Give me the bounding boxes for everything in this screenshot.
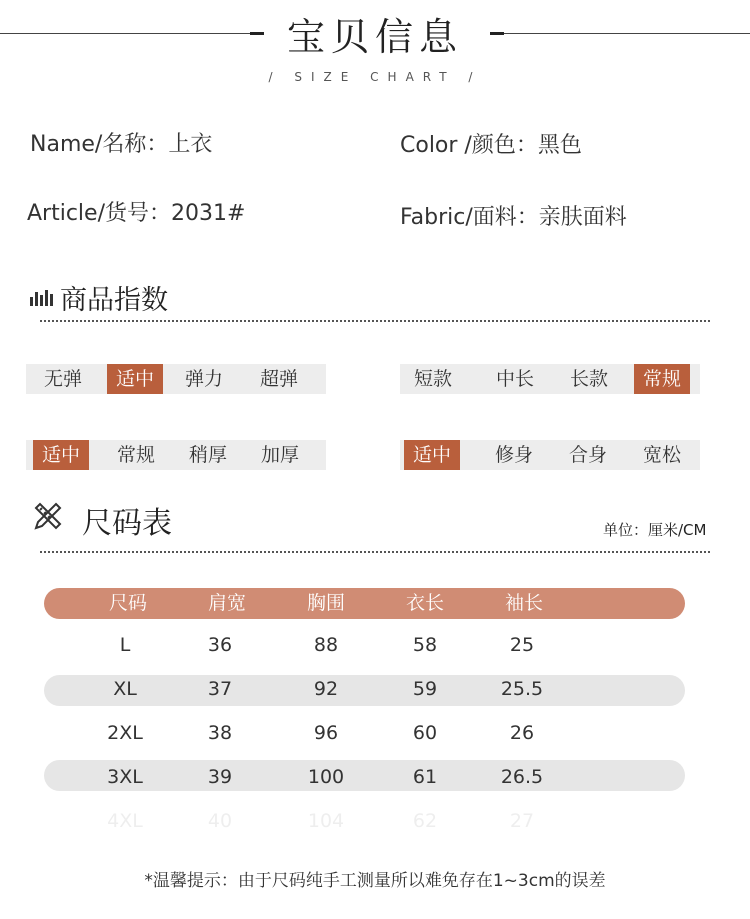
size-section-title: 尺码表 (82, 506, 172, 541)
info-name (30, 127, 212, 158)
option: 常规 (116, 444, 155, 466)
option-group-length (400, 364, 700, 394)
option: 宽松 (642, 444, 681, 466)
table-cell-faded: 62 (412, 810, 438, 832)
option: 加厚 (260, 444, 299, 466)
table-cell-faded: 40 (207, 810, 233, 832)
table-cell: 100 (307, 766, 345, 788)
fabric-value: 亲肤面料 (538, 205, 627, 230)
name-value: 上衣 (168, 132, 213, 157)
option: 短款 (413, 368, 452, 390)
header-cell-size: 尺码 (108, 592, 147, 614)
option-selected: 适中 (33, 440, 89, 470)
info-color (400, 128, 582, 159)
table-cell: 3XL (107, 766, 143, 788)
ruler-pencil-icon (32, 500, 64, 532)
table-cell: 88 (313, 634, 339, 656)
bar-chart-icon (30, 290, 53, 306)
color-value: 黑色 (537, 133, 582, 158)
measurement-note: *温馨提示：由于尺码纯手工测量所以难免存在1~3cm的误差 (144, 871, 606, 891)
table-cell: XL (113, 678, 137, 700)
article-label: Article/货号： (27, 201, 171, 226)
option: 超弹 (259, 368, 298, 390)
option: 无弹 (43, 368, 82, 390)
header-cell-chest: 胸围 (306, 592, 345, 614)
table-cell: 61 (412, 766, 438, 788)
option-selected: 适中 (404, 440, 460, 470)
option: 修身 (494, 444, 533, 466)
table-cell: L (119, 634, 131, 656)
fabric-label: Fabric/面料： (400, 205, 539, 230)
table-cell: 36 (207, 634, 233, 656)
index-section-title: 商品指数 (60, 285, 168, 316)
option: 合身 (568, 444, 607, 466)
option-group-elasticity (26, 364, 326, 394)
table-cell-faded: 104 (307, 810, 345, 832)
option-selected: 适中 (107, 364, 163, 394)
option: 弹力 (184, 368, 223, 390)
article-value: 2031# (171, 201, 246, 226)
option-selected: 常规 (634, 364, 690, 394)
option-group-thickness (26, 440, 326, 470)
header-cell-sleeve: 袖长 (504, 592, 543, 614)
table-cell: 39 (207, 766, 233, 788)
table-cell-faded: 4XL (107, 810, 143, 832)
option: 中长 (495, 368, 534, 390)
table-cell: 38 (207, 722, 233, 744)
info-fabric (400, 200, 627, 231)
option-group-fit (400, 440, 700, 470)
header-cell-shoulder: 肩宽 (207, 592, 246, 614)
table-cell: 58 (412, 634, 438, 656)
option: 稍厚 (188, 444, 227, 466)
table-cell: 2XL (107, 722, 143, 744)
table-cell: 92 (313, 678, 339, 700)
page-subtitle: / SIZE CHART / (268, 70, 482, 84)
index-divider (40, 320, 710, 322)
info-article (27, 196, 245, 227)
table-cell: 26 (509, 722, 535, 744)
table-cell: 26.5 (500, 766, 544, 788)
header-cell-length: 衣长 (405, 592, 444, 614)
name-label: Name/名称： (30, 132, 169, 157)
table-cell: 37 (207, 678, 233, 700)
table-cell: 25 (509, 634, 535, 656)
page-title: 宝贝信息 (286, 15, 463, 59)
table-cell: 96 (313, 722, 339, 744)
color-label: Color /颜色： (400, 133, 538, 158)
table-header (44, 588, 685, 619)
size-divider (40, 551, 710, 553)
table-cell: 60 (412, 722, 438, 744)
table-cell: 59 (412, 678, 438, 700)
unit-label: 单位：厘米/CM (603, 521, 707, 539)
option: 长款 (569, 368, 608, 390)
table-cell: 25.5 (500, 678, 544, 700)
table-cell-faded: 27 (509, 810, 535, 832)
